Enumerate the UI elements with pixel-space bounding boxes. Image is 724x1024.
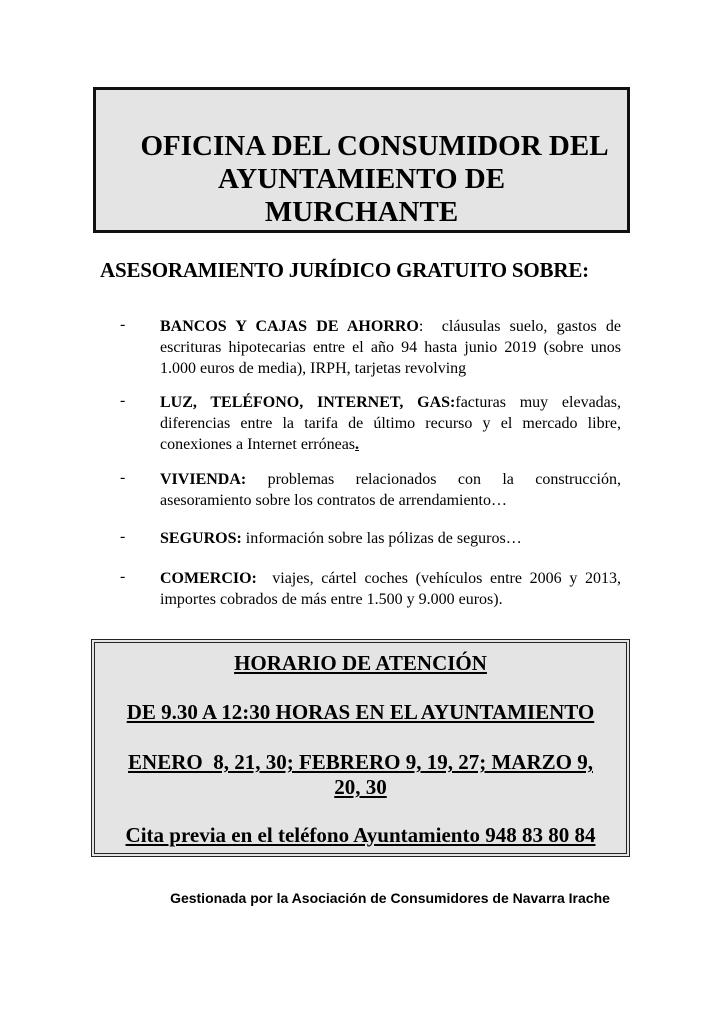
item-text [160, 568, 625, 610]
item-label: VIVIENDA: [160, 471, 247, 488]
item-body: cláusulas suelo, gastos de escrituras hipotecarias entre el año 94 hasta junio 2019 (sobre unos 1.000 euros de media), IRPH, tarjetas revolving [160, 318, 625, 377]
title-line-1: OFICINA DEL CONSUMIDOR DEL [140, 130, 609, 162]
hours-time: DE 9.30 A 12:30 HORAS EN EL AYUNTAMIENTO [126, 700, 595, 724]
bullet-dash: - [120, 568, 126, 585]
bullet-dash: - [120, 316, 126, 333]
title-box [93, 87, 630, 233]
item-label: SEGUROS: [160, 530, 242, 547]
item-text [160, 469, 625, 511]
item-label: COMERCIO: [160, 570, 257, 587]
hours-dates-line-2: 20, 30 [334, 775, 387, 799]
hours-dates [95, 750, 626, 800]
appointment-phone: Cita previa en el teléfono Ayuntamiento 948 83 80 84 [125, 823, 596, 847]
item-body: problemas relacionados con la construcción, asesoramiento sobre los contratos de arrendamiento… [160, 471, 625, 509]
footer-credit: Gestionada por la Asociación de Consumidores de Navarra Irache [170, 890, 610, 906]
item-text [160, 316, 625, 379]
item-label: LUZ, TELÉFONO, INTERNET, GAS: [160, 394, 456, 411]
bullet-dash: - [120, 392, 126, 409]
item-body: información sobre las pólizas de seguros… [241, 530, 522, 547]
bullet-dash: - [120, 528, 126, 545]
item-body: viajes, cártel coches (vehículos entre 2006 y 2013, importes cobrados de más entre 1.500 y 9.000 euros). [160, 570, 625, 608]
item-text [160, 392, 621, 455]
item-sep: : [418, 318, 424, 335]
item-text [160, 528, 621, 549]
item-label: BANCOS Y CAJAS DE AHORRO [160, 318, 419, 335]
title-line-3: MURCHANTE [264, 196, 459, 228]
item-tail: . [355, 436, 360, 453]
hours-box [91, 639, 630, 857]
hours-dates-line-1: ENERO 8, 21, 30; FEBRERO 9, 19, 27; MARZO 9, [128, 750, 593, 774]
bullet-dash: - [120, 469, 126, 486]
item-body: facturas muy elevadas, diferencias entre la tarifa de último recurso y el mercado libre, conexiones a Internet erróneas [160, 394, 621, 453]
title-line-2: AYUNTAMIENTO DE [217, 163, 506, 195]
hours-title: HORARIO DE ATENCIÓN [234, 651, 487, 675]
subheading: ASESORAMIENTO JURÍDICO GRATUITO SOBRE: [100, 258, 589, 282]
